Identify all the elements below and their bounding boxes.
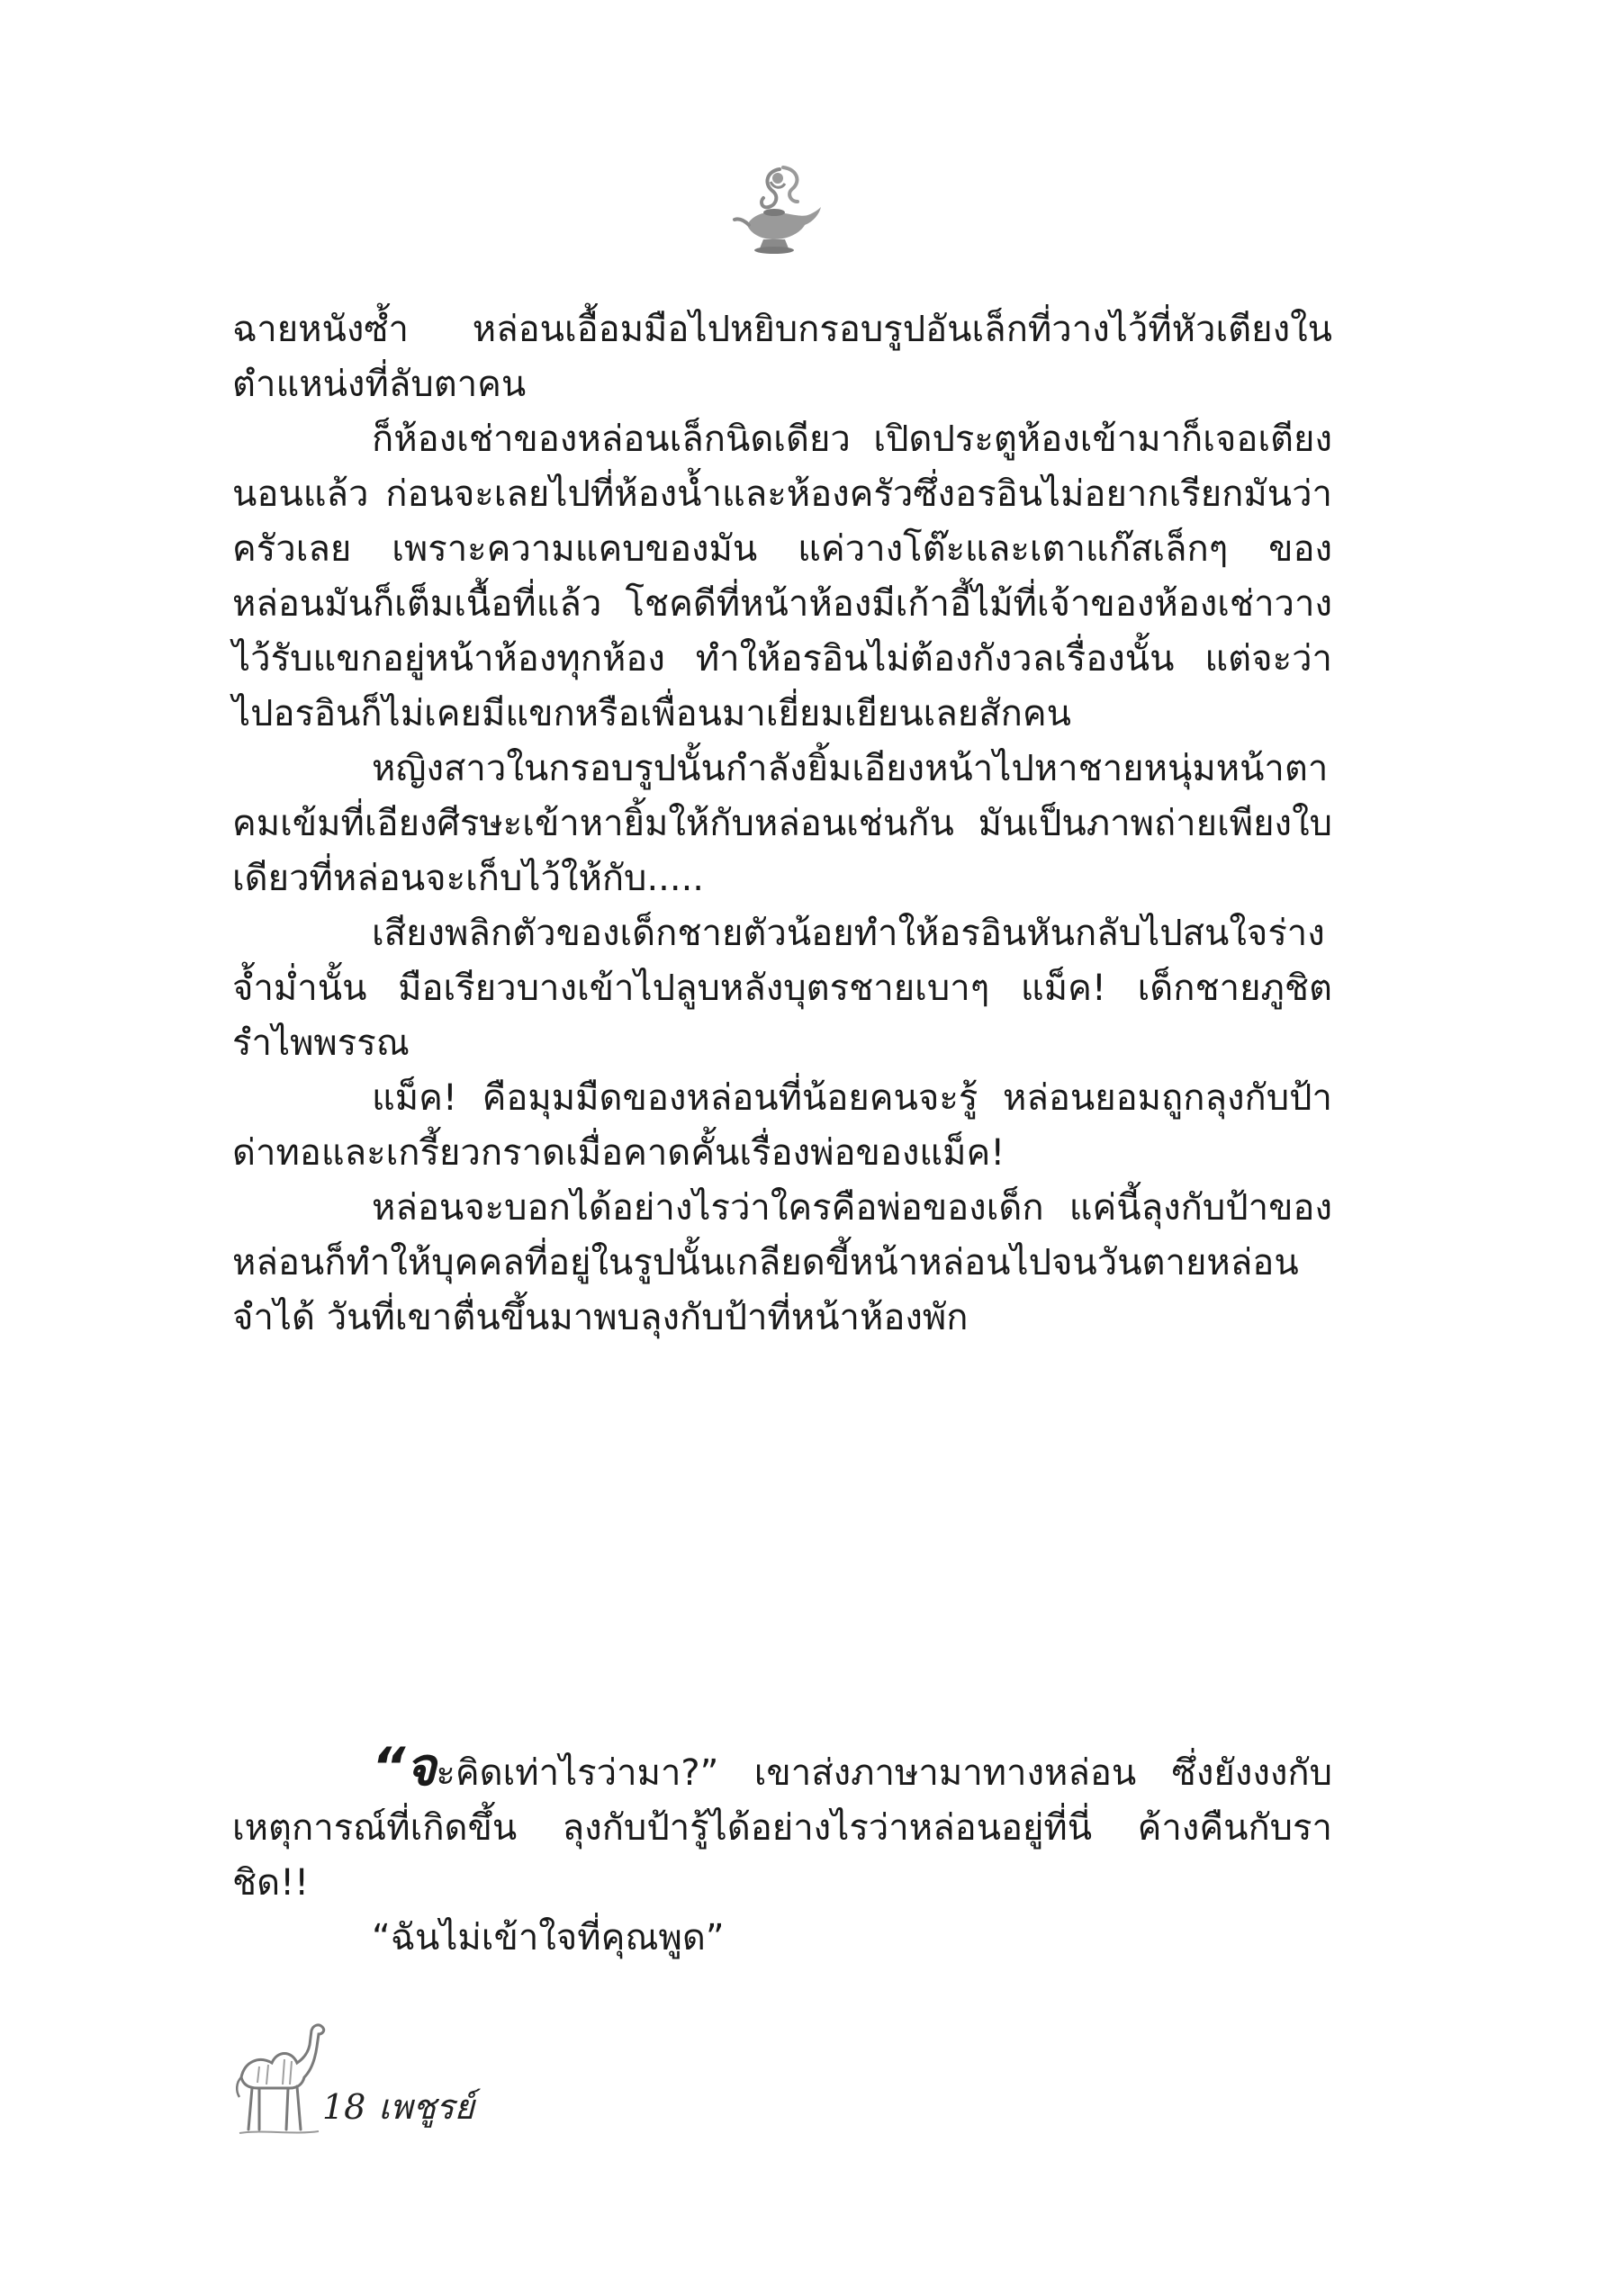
paragraph: หล่อนจะบอกได้อย่างไรว่าใครคือพ่อของเด็ก แค่นี้ลุงกับป้าของหล่อนก็ทำให้บุคคลที่อยู่ในรูปนั้นเกลียดขี้หน้าหล่อนไปจนวันตายหล่อนจำได้ วันที่เขาตื่นขึ้นมาพบลุงกับป้าที่หน้าห้องพัก bbox=[232, 1187, 1332, 1338]
body-text-lower bbox=[232, 1736, 1332, 1966]
paragraph: หญิงสาวในกรอบรูปนั้นกำลังยิ้มเอียงหน้าไปหาชายหนุ่มหน้าตาคมเข้มที่เอียงศีรษะเข้าหายิ้มให้กับหล่อนเช่นกัน มันเป็นภาพถ่ายเพียงใบเดียวที่หล่อนจะเก็บไว้ให้กับ..... bbox=[232, 748, 1332, 899]
page-footer bbox=[232, 2014, 772, 2149]
genie-lamp-icon bbox=[727, 162, 826, 261]
book-title: เพชูรย์ bbox=[378, 2087, 474, 2127]
paragraph bbox=[232, 1736, 1332, 1911]
paragraph: ฉายหนังซ้ำ หล่อนเอื้อมมือไปหยิบกรอบรูปอันเล็กที่วางไว้ที่หัวเตียงในตำแหน่งที่ลับตาคน bbox=[232, 309, 1332, 405]
camel-icon bbox=[232, 2014, 331, 2140]
paragraph: แม็ค! คือมุมมืดของหล่อนที่น้อยคนจะรู้ หล่อนยอมถูกลุงกับป้าด่าทอและเกรี้ยวกราดเมื่อคาดคั้นเรื่องพ่อของแม็ค! bbox=[232, 1077, 1332, 1174]
body-text-upper bbox=[232, 302, 1332, 1346]
paragraph: “ฉันไม่เข้าใจที่คุณพูด” bbox=[372, 1917, 725, 1958]
paragraph-text: ะคิดเท่าไรว่ามา?” เขาส่งภาษามาทางหล่อน ซึ่งยังงงกับเหตุการณ์ที่เกิดขึ้น ลุงกับป้ารู้ได้อย่างไรว่าหล่อนอยู่ที่นี่ ค้างคืนกับราชิด!! bbox=[232, 1752, 1332, 1904]
paragraph: ก็ห้องเช่าของหล่อนเล็กนิดเดียว เปิดประตูห้องเข้ามาก็เจอเตียงนอนแล้ว ก่อนจะเลยไปที่ห้องน้ำและห้องครัวซึ่งอรอินไม่อยากเรียกมันว่าครัวเลย เพราะความแคบของมัน แค่วางโต๊ะและเตาแก๊สเล็กๆ ของหล่อนมันก็เต็มเนื้อที่แล้ว โชคดีที่หน้าห้องมีเก้าอี้ไม้ที่เจ้าของห้องเช่าวางไว้รับแขกอยู่หน้าห้องทุกห้อง ทำให้อรอินไม่ต้องกังวลเรื่องนั้น แต่จะว่าไปอรอินก็ไม่เคยมีแขกหรือเพื่อนมาเยี่ยมเยียนเลยสักคน bbox=[232, 419, 1332, 734]
paragraph: เสียงพลิกตัวของเด็กชายตัวน้อยทำให้อรอินหันกลับไปสนใจร่างจ้ำม่ำนั้น มือเรียวบางเข้าไปลูบหลังบุตรชายเบาๆ แม็ค! เด็กชายภูชิต รำไพพรรณ bbox=[232, 913, 1332, 1064]
page-number: 18 bbox=[322, 2087, 366, 2127]
footer-label bbox=[322, 2079, 487, 2134]
drop-cap: “จ bbox=[372, 1736, 437, 1797]
